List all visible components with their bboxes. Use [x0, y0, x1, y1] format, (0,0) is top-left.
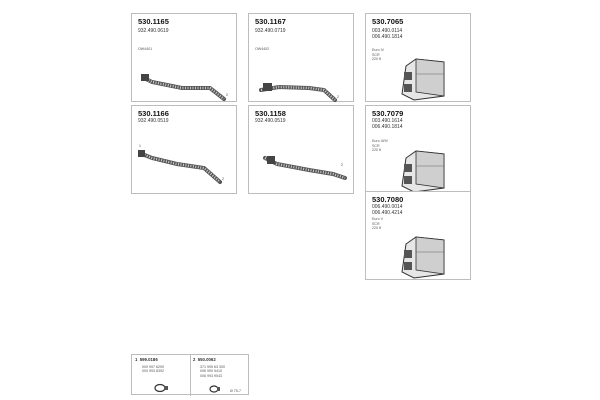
spec-line: SCR: [372, 143, 380, 148]
spec-line: 220 ft: [372, 57, 381, 61]
accessory-item-2[interactable]: 2 550.0062: [193, 357, 216, 362]
part-label: OW4401: [138, 47, 153, 51]
accessory-refs: 371 995 63 300 006 990 5410 006 993 9043: [200, 365, 225, 378]
svg-text:1: 1: [139, 144, 141, 148]
part-card-530-7065[interactable]: [365, 13, 471, 102]
exhaust-pipe-illustration: [249, 14, 355, 103]
part-ref: 006.490.4214: [372, 210, 403, 216]
part-ref: 932.490.0519: [255, 118, 286, 124]
muffler-illustration: [366, 14, 472, 103]
part-ref: 006.490.1814: [372, 124, 403, 130]
muffler-illustration: [366, 106, 472, 195]
callout-number: 2: [226, 93, 228, 97]
part-ref: 006.490.1814: [372, 34, 403, 40]
part-card-530-1158[interactable]: [248, 105, 354, 194]
part-code: 530.7080: [372, 195, 404, 204]
spec-line: 220 ft: [372, 226, 381, 230]
part-label: OW4402: [255, 47, 270, 51]
part-ref: 932.490.0519: [138, 118, 169, 124]
spec-line: Euro IV: [372, 48, 384, 52]
part-card-530-7079[interactable]: [365, 105, 471, 194]
part-ref: 003.490.0114: [372, 28, 403, 34]
svg-text:2: 2: [341, 163, 343, 167]
exhaust-pipe-illustration: [132, 14, 238, 103]
part-code: 530.7079: [372, 109, 404, 118]
part-code: 530.1158: [255, 109, 286, 118]
size-note: Ø 75-7: [230, 389, 241, 393]
part-card-530-1166[interactable]: [131, 105, 237, 194]
accessory-panel: [131, 354, 249, 395]
spec-line: Euro III/IV: [372, 139, 388, 143]
part-code: 530.7065: [372, 17, 404, 26]
exhaust-pipe-illustration: [132, 106, 238, 195]
part-ref: 932.490.0719: [255, 28, 286, 34]
spec-line: SCR: [372, 52, 380, 57]
exhaust-pipe-illustration: [249, 106, 355, 195]
part-code: 530.1165: [138, 17, 169, 26]
part-card-530-1165[interactable]: [131, 13, 237, 102]
muffler-illustration: [366, 192, 472, 281]
part-ref: 006.490.0014: [372, 204, 403, 210]
accessory-refs: 000 997 6290 000 993 8392: [142, 365, 164, 374]
accessory-code: 599.0186: [139, 357, 158, 362]
accessory-item-1[interactable]: 1 599.0186: [135, 357, 158, 362]
spec-line: 220 ft: [372, 148, 381, 152]
svg-text:2: 2: [337, 95, 339, 99]
spec-line: Euro V: [372, 217, 383, 221]
part-code: 530.1167: [255, 17, 286, 26]
part-ref: 932.490.0619: [138, 28, 169, 34]
accessory-code: 550.0062: [197, 357, 216, 362]
spec-line: SCR: [372, 221, 380, 226]
part-card-530-1167[interactable]: [248, 13, 354, 102]
part-ref: 003.490.1614: [372, 118, 403, 124]
part-card-530-7080[interactable]: [365, 191, 471, 280]
svg-text:2: 2: [222, 177, 224, 181]
part-code: 530.1166: [138, 109, 169, 118]
